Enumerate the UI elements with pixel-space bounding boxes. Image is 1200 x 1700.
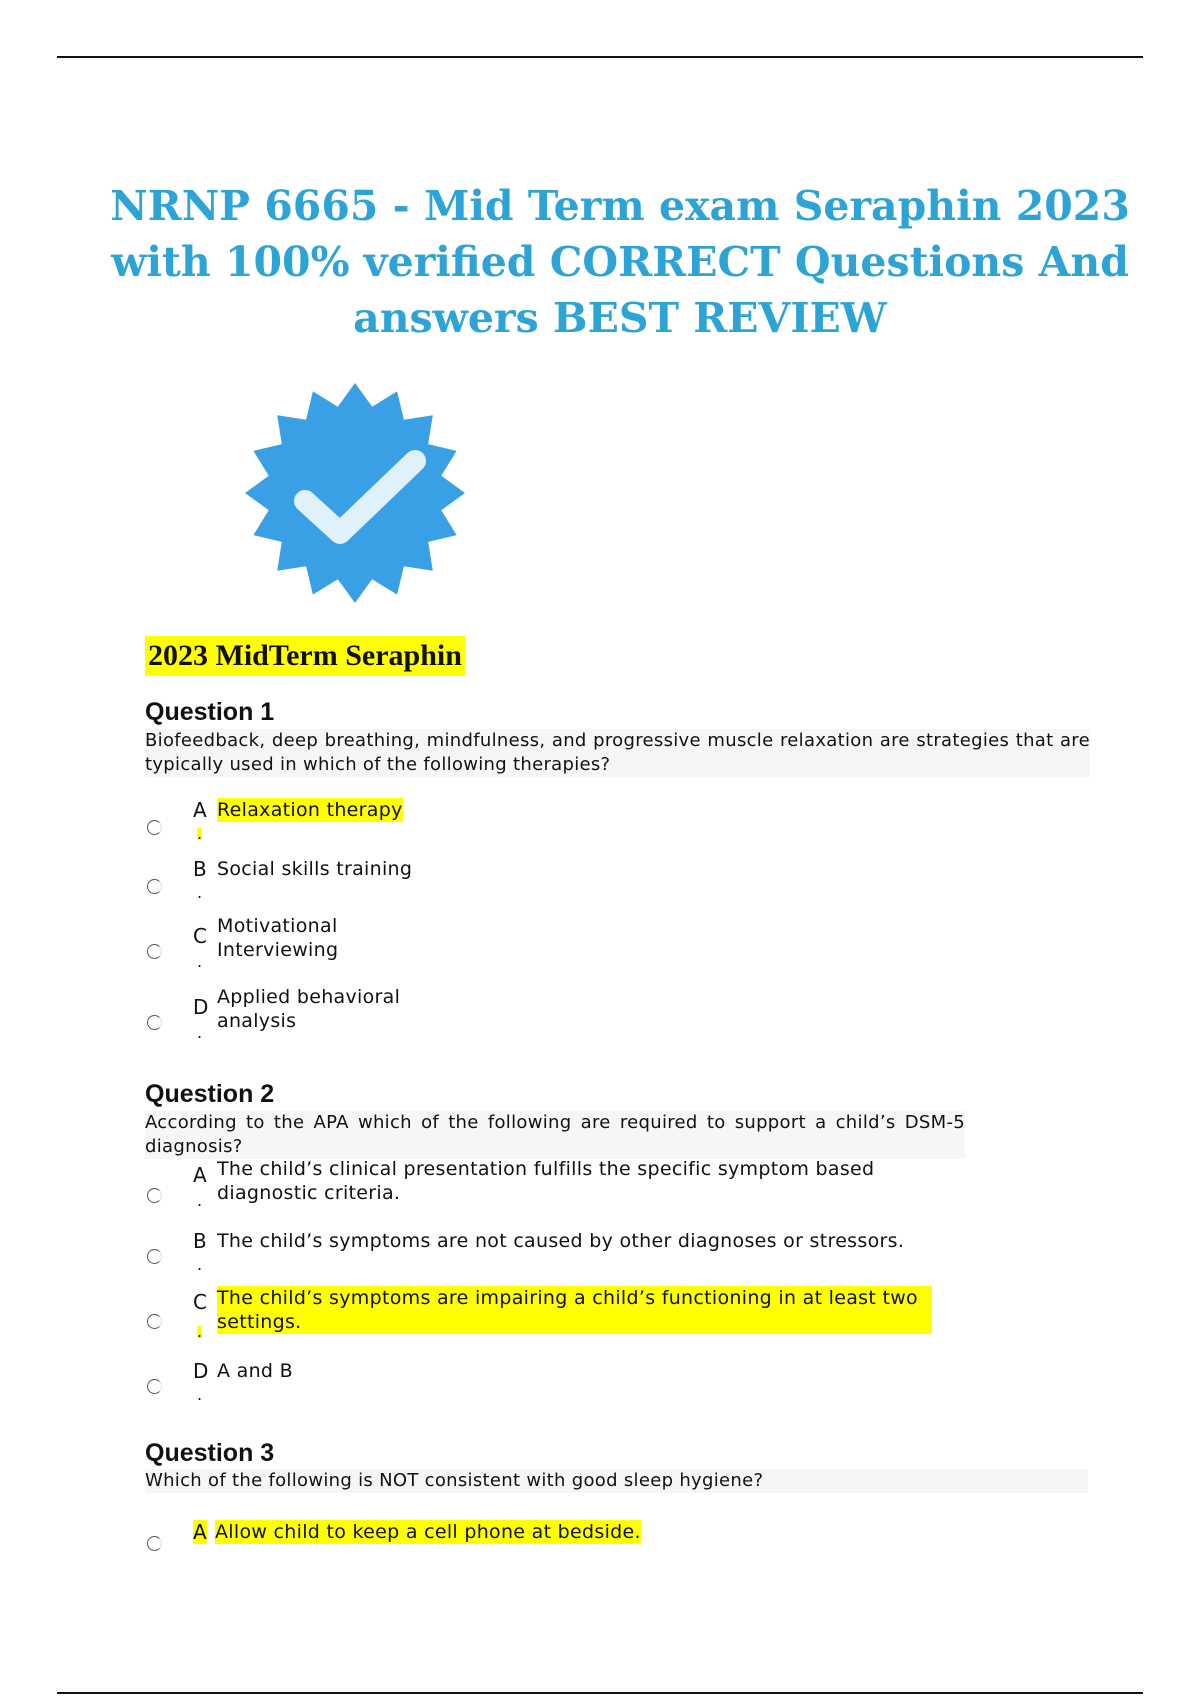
radio-button[interactable] — [147, 1249, 162, 1264]
question-1-option-b[interactable] — [145, 857, 1045, 917]
option-text: Motivational Interviewing — [217, 915, 339, 961]
option-text: Applied behavioral analysis — [217, 986, 401, 1032]
question-2-option-b[interactable] — [145, 1229, 1045, 1289]
option-letter: D — [193, 995, 209, 1019]
option-letter: A — [193, 798, 207, 822]
option-text: Allow child to keep a cell phone at bedside. — [215, 1521, 641, 1543]
radio-button[interactable] — [147, 820, 162, 835]
radio-button[interactable] — [147, 879, 162, 894]
option-dot: . — [197, 883, 203, 902]
radio-button[interactable] — [147, 1015, 162, 1030]
option-text: The child’s symptoms are impairing a child’s functioning in at least two settings. — [217, 1286, 932, 1334]
radio-button[interactable] — [147, 1188, 162, 1203]
question-1-option-c[interactable] — [145, 914, 1045, 974]
option-dot: . — [197, 1255, 203, 1274]
question-1-heading: Question 1 — [145, 698, 275, 726]
question-3-heading: Question 3 — [145, 1439, 275, 1467]
question-2-option-a[interactable] — [145, 1157, 1045, 1217]
option-dot: . — [197, 1023, 203, 1042]
radio-button[interactable] — [147, 1536, 162, 1551]
question-1-option-a[interactable] — [145, 798, 1045, 858]
option-text: Social skills training — [217, 858, 413, 880]
document-title: NRNP 6665 - Mid Term exam Seraphin 2023 with 100% verified CORRECT Questions And answers BEST REVIEW — [110, 182, 1130, 342]
option-dot: . — [197, 824, 203, 843]
option-dot: . — [197, 1322, 203, 1341]
option-letter: B — [193, 857, 207, 881]
option-text: A and B — [217, 1360, 293, 1382]
question-1-option-d[interactable] — [145, 985, 1045, 1045]
option-text: Relaxation therapy — [217, 799, 403, 821]
option-letter: B — [193, 1229, 207, 1253]
question-2-option-c[interactable] — [145, 1286, 1045, 1346]
verified-check-badge-icon — [240, 378, 470, 608]
radio-button[interactable] — [147, 1379, 162, 1394]
option-text: The child’s clinical presentation fulfills the specific symptom based diagnostic criteria. — [217, 1158, 875, 1204]
option-dot: . — [197, 952, 203, 971]
option-dot: . — [197, 1385, 203, 1404]
question-3-text: Which of the following is NOT consistent with good sleep hygiene? — [145, 1469, 1088, 1493]
question-1-text: Biofeedback, deep breathing, mindfulness, and progressive muscle relaxation are strategies that are typically used in which of the following therapies? — [145, 730, 1090, 775]
option-letter: A — [193, 1163, 207, 1187]
question-2-heading: Question 2 — [145, 1080, 275, 1108]
top-rule — [57, 56, 1143, 58]
option-letter: C — [193, 924, 207, 948]
option-letter: A — [193, 1520, 207, 1544]
question-2-text: According to the APA which of the following are required to support a child’s DSM-5 diagnosis? — [145, 1112, 965, 1157]
section-heading: 2023 MidTerm Seraphin — [145, 636, 465, 676]
radio-button[interactable] — [147, 1314, 162, 1329]
bottom-rule — [57, 1692, 1143, 1694]
radio-button[interactable] — [147, 944, 162, 959]
option-dot: . — [197, 1191, 203, 1210]
option-letter: C — [193, 1290, 207, 1314]
question-3-option-a[interactable] — [145, 1520, 1045, 1580]
option-letter: D — [193, 1359, 209, 1383]
question-2-option-d[interactable] — [145, 1359, 1045, 1419]
option-text: The child’s symptoms are not caused by other diagnoses or stressors. — [217, 1230, 905, 1252]
